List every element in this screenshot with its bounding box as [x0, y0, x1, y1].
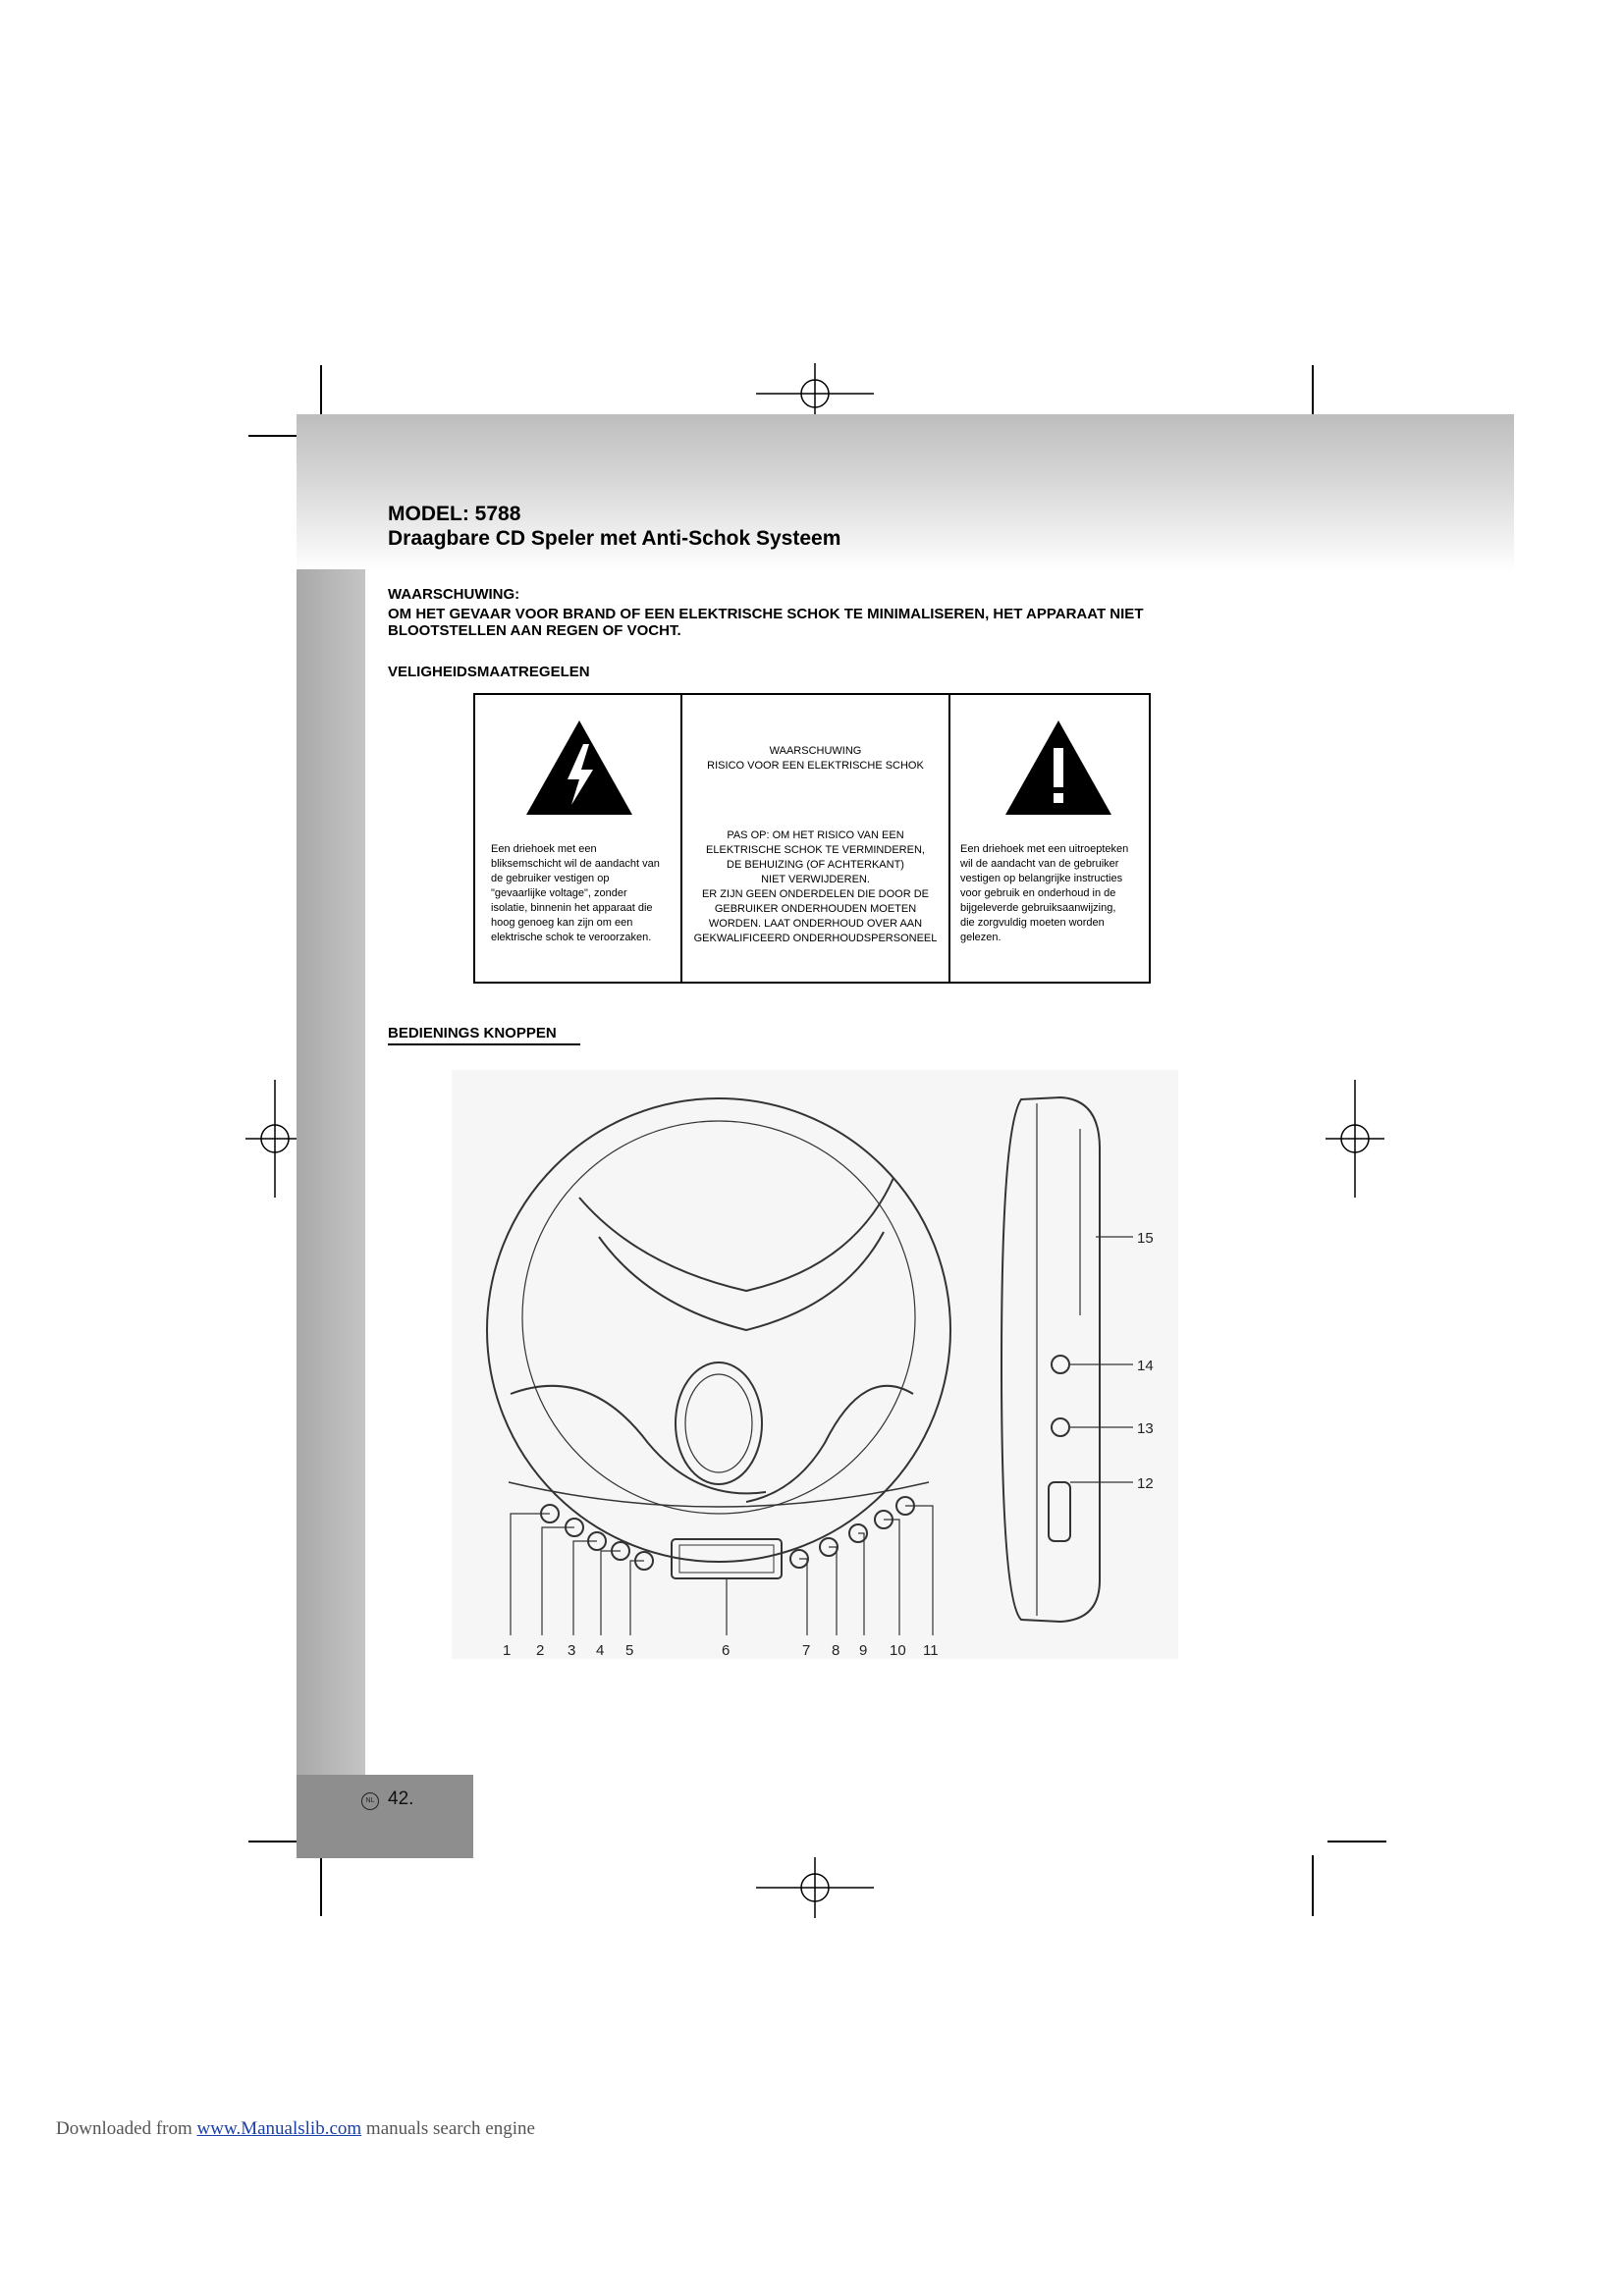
warning-text [388, 606, 1272, 639]
language-badge: NL [361, 1792, 379, 1810]
side-view-body [1001, 1097, 1100, 1622]
footer-prefix: Downloaded from [56, 2118, 192, 2139]
label-13: 13 [1137, 1420, 1154, 1437]
safety-cell-voltage [475, 695, 682, 982]
side-switch-12 [1049, 1482, 1070, 1541]
front-edge [509, 1482, 929, 1507]
cd-player-drawing [452, 1070, 1178, 1659]
side-jack-13 [1052, 1418, 1069, 1436]
lid-swoosh-top [579, 1178, 893, 1291]
label-8: 8 [832, 1642, 840, 1659]
side-jack-14 [1052, 1356, 1069, 1373]
lid-swoosh-right [746, 1386, 913, 1502]
safety-cell-caution [682, 695, 950, 982]
label-12: 12 [1137, 1475, 1154, 1492]
warning-heading: WAARSCHUWING: [388, 586, 520, 603]
label-5: 5 [625, 1642, 634, 1659]
crop-mark [1327, 1841, 1386, 1842]
warning-line: BLOOTSTELLEN AAN REGEN OF VOCHT. [388, 622, 681, 639]
side-band [297, 569, 365, 1777]
page-number: 42. [388, 1789, 414, 1809]
safety-heading: VELIGHEIDSMAATREGELEN [388, 664, 590, 680]
label-11: 11 [923, 1642, 939, 1659]
label-7: 7 [802, 1642, 811, 1659]
lid-window-outer [676, 1362, 762, 1484]
label-15: 15 [1137, 1230, 1154, 1247]
registration-mark-left [245, 1080, 304, 1198]
safety-cell-instructions [950, 695, 1149, 982]
label-3: 3 [568, 1642, 576, 1659]
download-footer [56, 2118, 535, 2140]
footer-band [297, 1775, 473, 1858]
lid-swoosh-left [511, 1386, 766, 1494]
manualslib-link[interactable]: www.Manualslib.com [196, 2118, 362, 2139]
controls-heading: BEDIENINGS KNOPPEN [388, 1025, 557, 1041]
voltage-text: Een driehoek met een bliksemschicht wil de aandacht van de gebruiker vestigen op "gevaarlijke voltage", zonder isolatie, binnenin het apparaat die hoog genoeg kan zijn om een elektrische schok te veroorzaken. [491, 843, 660, 943]
label-14: 14 [1137, 1358, 1154, 1374]
safety-table [473, 693, 1151, 984]
label-2: 2 [536, 1642, 545, 1659]
caution-top-text: WAARSCHUWING RISICO VOOR EEN ELEKTRISCHE SCHOK [707, 745, 924, 772]
heading-underline [388, 1043, 580, 1045]
player-lid [522, 1121, 915, 1514]
label-4: 4 [596, 1642, 605, 1659]
label-9: 9 [859, 1642, 868, 1659]
footer-suffix: manuals search engine [365, 2118, 535, 2139]
registration-mark-bottom [756, 1857, 874, 1918]
crop-mark [320, 1855, 322, 1916]
model-title: MODEL: 5788 [388, 503, 521, 525]
label-1: 1 [503, 1642, 512, 1659]
crop-mark [1312, 1855, 1314, 1916]
cd-player-diagram [452, 1070, 1178, 1659]
instructions-text: Een driehoek met een uitroepteken wil de aandacht van de gebruiker vestigen op belangrijke instructies voor gebruik en onderhoud in de bijgeleverde gebruiksaanwijzing, die zorgvuldig moeten worden gelezen. [960, 843, 1129, 943]
caution-body-text: PAS OP: OM HET RISICO VAN EEN ELEKTRISCHE SCHOK TE VERMINDEREN, DE BEHUIZING (OF ACHTERKANT) NIET VERWIJDEREN. ER ZIJN GEEN ONDERDELEN DIE DOOR DE GEBRUIKER ONDERHOUDEN MOETEN WORDEN. LAAT ONDERHOUD OVER AAN GEKWALIFICEERD ONDERHOUDSPERSONEEL [693, 829, 938, 944]
lightning-bolt-icon [524, 719, 634, 817]
lid-window-inner [685, 1374, 752, 1472]
warning-line: OM HET GEVAAR VOOR BRAND OF EEN ELEKTRISCHE SCHOK TE MINIMALISEREN, HET APPARAAT NIET [388, 606, 1144, 622]
label-6: 6 [722, 1642, 731, 1659]
registration-mark-right [1326, 1080, 1384, 1198]
model-subtitle: Draagbare CD Speler met Anti-Schok Systeem [388, 527, 841, 550]
label-10: 10 [890, 1642, 906, 1659]
exclamation-icon [1003, 719, 1113, 817]
